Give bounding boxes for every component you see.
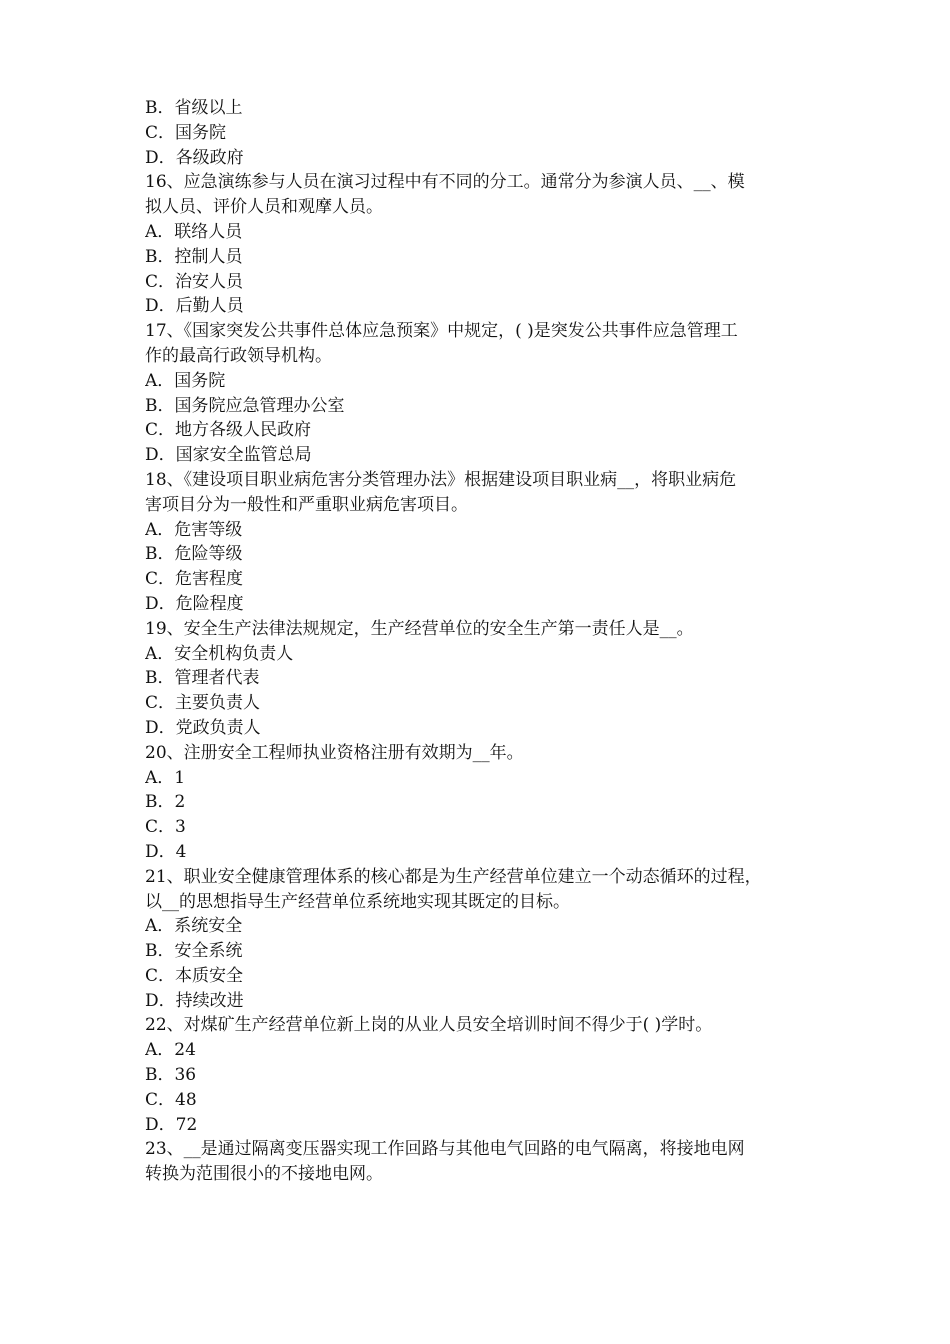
option-line: C．本质安全 [145, 965, 244, 986]
question-22-text: 22、对煤矿生产经营单位新上岗的从业人员安全培训时间不得少于( )学时。 [145, 1015, 713, 1036]
option-line: D．持续改进 [145, 990, 244, 1011]
question-19-text: 19、安全生产法律法规规定，生产经营单位的安全生产第一责任人是__。 [145, 618, 694, 639]
option-line: B．2 [145, 792, 186, 813]
question-23-text-cont: 转换为范围很小的不接地电网。 [145, 1164, 383, 1185]
option-line: A．联络人员 [145, 221, 243, 242]
option-line: C．3 [145, 817, 186, 838]
document-page [145, 96, 817, 1187]
question-23-text: 23、__是通过隔离变压器实现工作回路与其他电气回路的电气隔离，将接地电网 [145, 1139, 745, 1160]
option-line: C．48 [145, 1089, 197, 1110]
option-line: D．后勤人员 [145, 296, 244, 317]
question-16-text: 16、应急演练参与人员在演习过程中有不同的分工。通常分为参演人员、__、模 [145, 172, 745, 193]
option-line: D．危险程度 [145, 593, 244, 614]
question-17-text-cont: 作的最高行政领导机构。 [145, 345, 332, 366]
question-17-text: 17、《国家突发公共事件总体应急预案》中规定，( )是突发公共事件应急管理工 [145, 321, 738, 342]
option-line: A．系统安全 [145, 916, 243, 937]
option-line: D．国家安全监管总局 [145, 445, 312, 466]
option-line: A．1 [145, 767, 186, 788]
option-line: B．36 [145, 1065, 197, 1086]
question-16-text-cont: 拟人员、评价人员和观摩人员。 [145, 197, 383, 218]
option-line: D．4 [145, 841, 187, 862]
option-line: C．地方各级人民政府 [145, 420, 312, 441]
option-line: C．国务院 [145, 122, 227, 143]
question-18-text: 18、《建设项目职业病危害分类管理办法》根据建设项目职业病__，将职业病危 [145, 469, 737, 490]
option-line: C．主要负责人 [145, 693, 261, 714]
option-line: B．危险等级 [145, 544, 243, 565]
question-21-text-cont: 以__的思想指导生产经营单位系统地实现其既定的目标。 [145, 891, 570, 912]
option-line: B．国务院应急管理办公室 [145, 395, 345, 416]
option-line: D．72 [145, 1114, 198, 1135]
option-line: B．管理者代表 [145, 668, 260, 689]
option-line: B．安全系统 [145, 941, 243, 962]
option-line: A．国务院 [145, 370, 226, 391]
option-line: A．24 [145, 1040, 196, 1061]
question-20-text: 20、注册安全工程师执业资格注册有效期为__年。 [145, 742, 524, 763]
option-line: B．省级以上 [145, 98, 243, 118]
option-line: D．党政负责人 [145, 717, 261, 738]
question-21-text: 21、职业安全健康管理体系的核心都是为生产经营单位建立一个动态循环的过程， [145, 866, 762, 887]
option-line: D．各级政府 [145, 147, 244, 168]
option-line: A．安全机构负责人 [145, 643, 294, 664]
option-line: A．危害等级 [145, 519, 243, 540]
option-line: C．危害程度 [145, 569, 244, 590]
question-18-text-cont: 害项目分为一般性和严重职业病危害项目。 [145, 494, 468, 515]
option-line: B．控制人员 [145, 246, 243, 267]
option-line: C．治安人员 [145, 271, 244, 292]
